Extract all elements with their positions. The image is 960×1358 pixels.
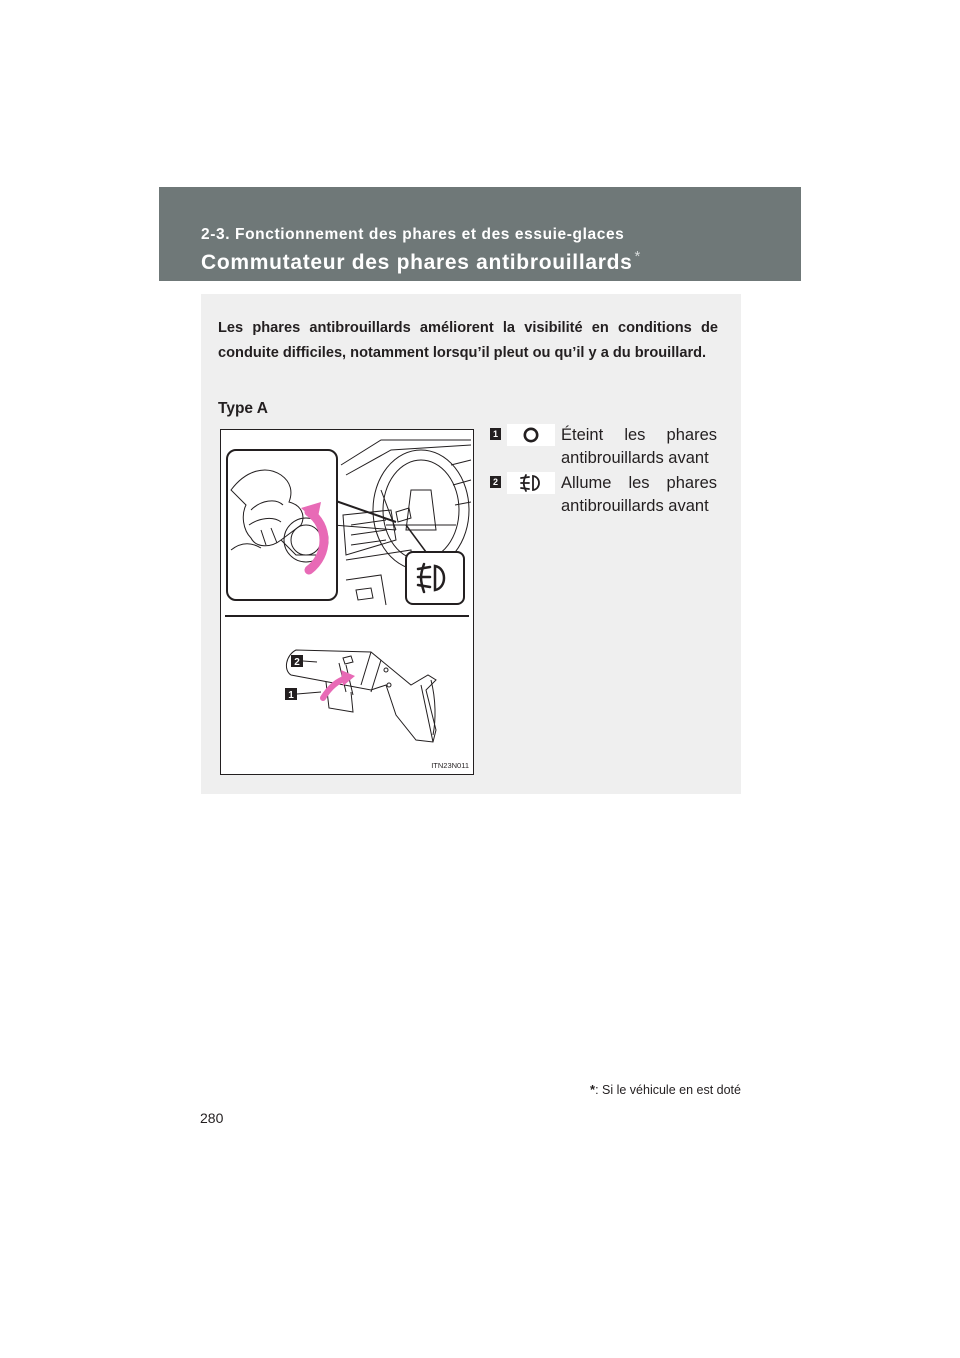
title-asterisk: * [634,248,642,265]
content-panel [201,294,741,794]
footnote [590,1082,741,1097]
item-number-badge: 2 [490,476,501,488]
item-number-badge: 1 [490,428,501,440]
illustration-drawing [221,430,473,774]
off-circle-icon [507,424,555,446]
figure-code: ITN23N011 [431,761,469,770]
footnote-marker: * [590,1082,596,1097]
fog-switch-illustration [220,429,474,775]
callout-2-label: 2 [294,657,300,668]
footnote-text: : Si le véhicule en est doté [595,1083,741,1097]
page-number: 280 [200,1110,224,1126]
callout-1-label: 1 [288,690,294,701]
page-title [201,248,641,275]
page-title-text: Commutateur des phares antibrouillards [201,251,633,274]
section-heading: 2-3. Fonctionnement des phares et des essuie-glaces [201,226,625,243]
type-label: Type A [218,400,268,417]
intro-paragraph: Les phares antibrouillards améliorent la visibilité en conditions de conduite difficiles, notamment lorsqu’il pleut ou qu’il y a du brouillard. [218,320,718,361]
item-description: Allume les phares antibrouillards avant [561,474,717,515]
front-fog-light-icon [507,472,555,494]
header-bar [159,187,801,281]
item-description: Éteint les phares antibrouillards avant [561,426,717,467]
